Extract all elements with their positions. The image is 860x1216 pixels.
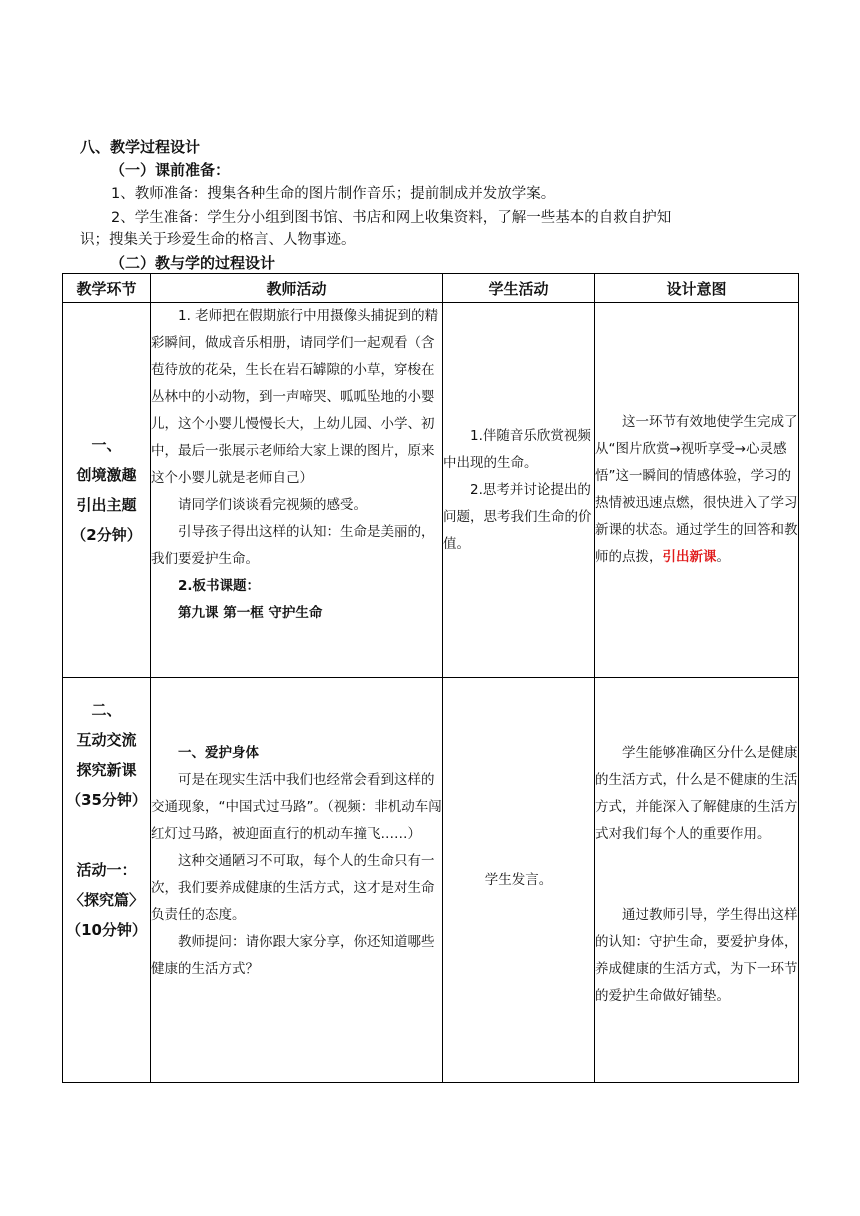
student-prep-text-line1: 2、学生准备：学生分小组到图书馆、书店和网上收集资料，了解一些基本的自救自护知 <box>111 210 672 226</box>
row2-activity-name: 〈探究篇〉 <box>68 891 144 909</box>
lesson-process-table <box>62 273 799 1083</box>
row2-teacher-heading: 一、爱护身体 <box>178 745 259 761</box>
row2-stage-name-1: 互动交流 <box>76 731 137 749</box>
table-header-row <box>63 274 799 303</box>
row1-teacher-p4: 2.板书课题： <box>178 578 261 594</box>
row1-student-p1: 1.伴随音乐欣赏视频中出现的生命。 <box>443 427 591 471</box>
row2-activity-duration: （10分钟） <box>66 921 147 939</box>
row2-teacher-p2: 这种交通陋习不可取，每个人的生命只有一次，我们要养成健康的生活方式，这才是对生命负责任的态度。 <box>151 853 435 923</box>
row2-intent-cell <box>595 678 799 1083</box>
row1-intent-end: 。 <box>716 549 730 565</box>
row2-teacher-p1: 可是在现实生活中我们也经常会看到这样的交通现象，“中国式过马路”。（视频：非机动车闯红灯过马路，被迎面直行的机动车撞飞……） <box>151 772 442 842</box>
row2-stage-number: 二、 <box>91 701 122 719</box>
row2-stage-cell <box>63 678 151 1083</box>
row1-stage-name-1: 创境激趣 <box>76 466 137 484</box>
row2-stage-name-2: 探究新课 <box>76 761 137 779</box>
row2-teacher-p3: 教师提问：请你跟大家分享，你还知道哪些健康的生活方式？ <box>151 934 435 977</box>
row1-teacher-p5: 第九课 第一框 守护生命 <box>178 605 323 621</box>
row1-stage-cell <box>63 303 151 678</box>
row1-teacher-p1: 1. 老师把在假期旅行中用摄像头捕捉到的精彩瞬间，做成音乐相册，请同学们一起观看（含苞待放的花朵，生长在岩石罅隙的小草，穿梭在丛林中的小动物，到一声啼哭、呱呱坠地的小婴儿，这个小婴儿慢慢长大，上幼儿园、小学、初中，最后一张展示老师给大家上课的图片，原来这个小婴儿就是老师自己） <box>151 308 439 486</box>
process-heading: （二）教与学的过程设计 <box>110 254 276 272</box>
row2-stage-duration: （35分钟） <box>66 791 147 809</box>
row1-intent-body: 这一环节有效地使学生完成了从“图片欣赏→视听享受→心灵感悟”这一瞬间的情感体验，学习的热情被迅速点燃，很快进入了学习新课的状态。通过学生的回答和教师的点拨， <box>595 414 798 565</box>
row1-teacher-cell <box>151 303 443 678</box>
row1-student-cell <box>443 303 595 678</box>
row1-teacher-p3: 引导孩子得出这样的认知：生命是美丽的，我们要爱护生命。 <box>151 524 435 567</box>
row1-student-p2: 2.思考并讨论提出的问题，思考我们生命的价值。 <box>443 481 592 552</box>
header-stage: 教学环节 <box>63 274 151 303</box>
header-student-activity: 学生活动 <box>443 274 595 303</box>
row2-student-text: 学生发言。 <box>484 871 553 888</box>
row1-stage-duration: （2分钟） <box>71 526 142 544</box>
row1-intent-cell <box>595 303 799 678</box>
row2-activity-label: 活动一： <box>76 861 137 879</box>
prep-heading: （一）课前准备： <box>110 161 231 179</box>
section-title: 八、教学过程设计 <box>80 138 201 156</box>
teacher-prep-text: 1、教师准备：搜集各种生命的图片制作音乐；提前制成并发放学案。 <box>111 186 556 202</box>
row2-intent-p2: 通过教师引导，学生得出这样的认知：守护生命，要爱护身体，养成健康的生活方式，为下一环节的爱护生命做好铺垫。 <box>595 907 798 1004</box>
student-prep-text-line2: 识；搜集关于珍爱生命的格言、人物事迹。 <box>80 232 356 248</box>
row1-stage-number: 一、 <box>91 436 122 454</box>
row2-teacher-cell <box>151 678 443 1083</box>
row2-student-cell <box>443 678 595 1083</box>
row1-stage-name-2: 引出主题 <box>76 496 137 514</box>
row1-intent-highlight: 引出新课 <box>662 549 717 565</box>
header-teacher-activity: 教师活动 <box>151 274 443 303</box>
header-design-intent: 设计意图 <box>595 274 799 303</box>
table-row <box>63 678 799 1083</box>
table-row <box>63 303 799 678</box>
row1-teacher-p2: 请同学们谈谈看完视频的感受。 <box>178 497 367 513</box>
row1-intent-text <box>595 409 798 571</box>
row2-intent-p1: 学生能够准确区分什么是健康的生活方式，什么是不健康的生活方式，并能深入了解健康的生活方式对我们每个人的重要作用。 <box>595 745 798 842</box>
